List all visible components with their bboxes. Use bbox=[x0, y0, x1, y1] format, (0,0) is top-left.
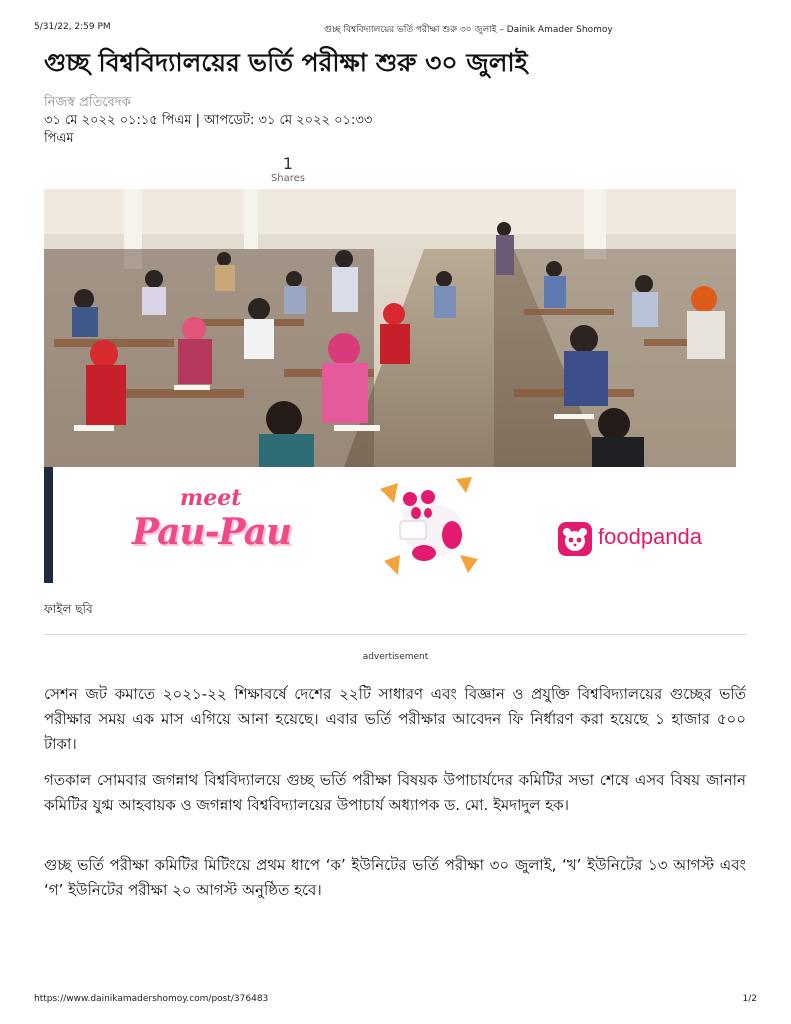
section-divider bbox=[44, 634, 746, 635]
paupau-logo bbox=[132, 485, 322, 575]
share-label: Shares bbox=[270, 173, 306, 184]
photo-caption: ফাইল ছবি bbox=[44, 602, 93, 616]
paupau-text: Pau-Pau bbox=[132, 511, 292, 553]
article-paragraph-2: গতকাল সোমবার জগন্নাথ বিশ্ববিদ্যালয়ে গুচ্ছ ভর্তি পরীক্ষা বিষয়ক উপাচার্যদের কমিটির সভা শেষে এসব বিষয় জানান কমিটির যুগ্ম আহবায়ক ও জগন্নাথ বিশ্ববিদ্যালয়ের উপাচার্য অধ্যাপক ড. মো. ইমদাদুল হক। bbox=[44, 771, 746, 814]
print-header bbox=[34, 22, 757, 36]
article-published-date bbox=[44, 112, 424, 148]
article-paragraph-3: গুচ্ছ ভর্তি পরীক্ষা কমিটির মিটিংয়ে প্রথম ধাপে ‘ক’ ইউনিটের ভর্তি পরীক্ষা ৩০ জুলাই, ‘খ’ ইউনিটের ১৩ আগস্ট এবং ‘গ’ ইউনিটের পরীক্ষা ২০ আগস্ট অনুষ্ঠিত হবে। bbox=[44, 856, 746, 899]
article-headline: গুচ্ছ বিশ্ববিদ্যালয়ের ভর্তি পরীক্ষা শুরু ৩০ জুলাই bbox=[44, 48, 528, 77]
print-footer bbox=[34, 994, 757, 1006]
ad-banner[interactable] bbox=[44, 467, 736, 585]
advertisement-label: advertisement bbox=[362, 652, 429, 662]
published-line-1: ৩১ মে ২০২২ ০১:১৫ পিএম | আপডেট: ৩১ মে ২০২২ ০১:৩৩ bbox=[44, 113, 373, 128]
share-count: 1 bbox=[282, 154, 294, 173]
ad-edge-strip bbox=[44, 467, 53, 583]
meet-text: meet bbox=[180, 485, 242, 511]
exam-hall-photo bbox=[44, 189, 736, 467]
foodpanda-brand-name: foodpanda bbox=[598, 524, 702, 549]
article-paragraph-1: সেশন জট কমাতে ২০২১-২২ শিক্ষাবর্ষে দেশের ২২টি সাধারণ এবং বিজ্ঞান ও প্রযুক্তি বিশ্ববিদ্যালয়ের গুচ্ছের ভর্তি পরীক্ষার সময় এক মাস এগিয়ে আনা হয়েছে। এবার ভর্তি পরীক্ষার আবেদন ফি নির্ধারণ করা হয়েছে ১ হাজার ৫০০ টাকা। bbox=[44, 685, 746, 753]
share-counter[interactable] bbox=[258, 155, 318, 185]
print-datetime: 5/31/22, 2:59 PM bbox=[34, 22, 111, 32]
article-byline[interactable]: নিজস্ব প্রতিবেদক bbox=[44, 95, 131, 110]
published-line-2: পিএম bbox=[44, 131, 74, 146]
article-photo bbox=[44, 189, 736, 467]
print-page-title: গুচ্ছ বিশ্ববিদ্যালয়ের ভর্তি পরীক্ষা শুরু ৩০ জুলাই – Dainik Amader Shomoy bbox=[324, 25, 613, 35]
page-url[interactable]: https://www.dainikamadershomoy.com/post/376483 bbox=[34, 994, 269, 1004]
panda-mascot-icon bbox=[376, 475, 486, 580]
page-number: 1/2 bbox=[742, 994, 757, 1004]
foodpanda-logo-icon bbox=[558, 522, 592, 556]
